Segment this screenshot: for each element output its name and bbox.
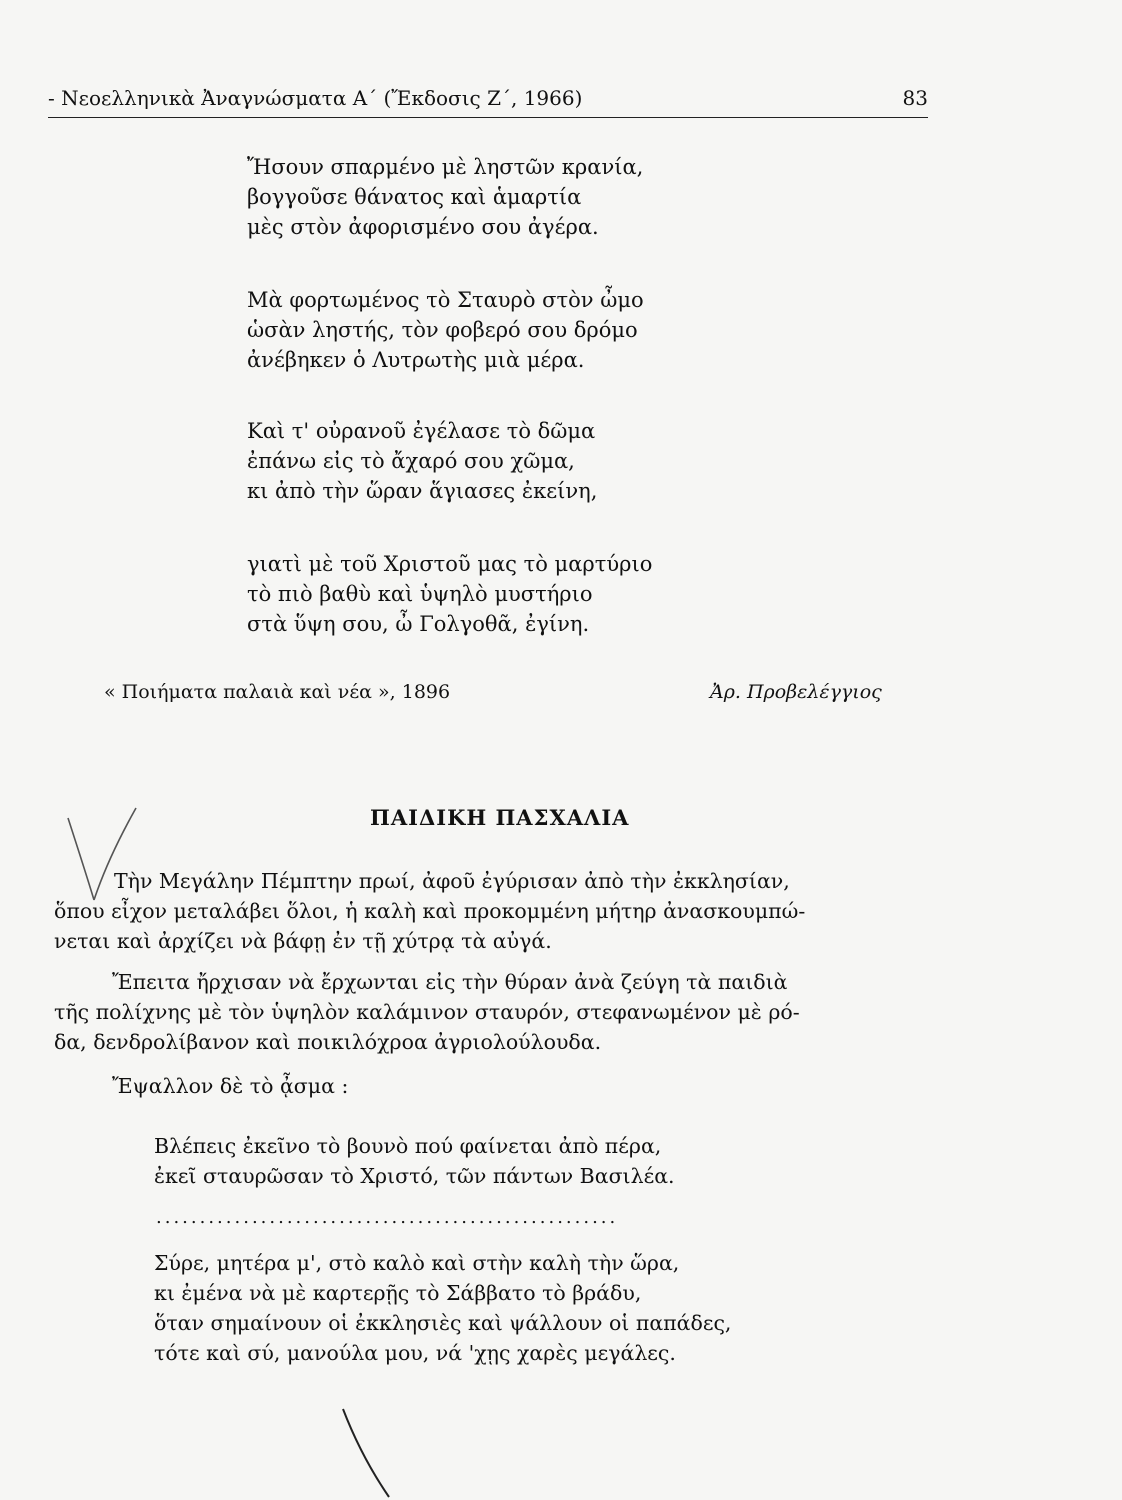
song-verse-1 [154,1131,675,1191]
prose-line: ὅπου εἶχον μεταλάβει ὅλοι, ἡ καλὴ καὶ προκομμένη μήτηρ ἀνασκουμπώ- [54,899,806,923]
song-line: Βλέπεις ἐκεῖνο τὸ βουνὸ πού φαίνεται ἀπὸ πέρα, [154,1134,662,1158]
song-line: ὅταν σημαίνουν οἱ ἐκκλησιὲς καὶ ψάλλουν οἱ παπάδες, [154,1311,732,1335]
prose-line: Ἔπειτα ἤρχισαν νὰ ἔρχωνται εἰς τὴν θύραν ἀνὰ ζεύγη τὰ παιδιὰ [112,970,788,994]
verse-line: κι ἀπὸ τὴν ὥραν ἅγιασες ἐκείνη, [247,479,598,503]
song-line: ἐκεῖ σταυρῶσαν τὸ Χριστό, τῶν πάντων Βασιλέα. [154,1164,675,1188]
poem-source: « Ποιήματα παλαιὰ καὶ νέα », 1896 [104,681,451,703]
prose-line: τῆς πολίχνης μὲ τὸν ὑψηλὸν καλάμινον σταυρόν, στεφανωμένον μὲ ρό- [54,1000,800,1024]
poem-stanza-4 [247,549,652,639]
verse-line: ἐπάνω εἰς τὸ ἄχαρό σου χῶμα, [247,449,575,473]
song-line: κι ἐμένα νὰ μὲ καρτερῇς τὸ Σάββατο τὸ βράδυ, [154,1281,642,1305]
pen-stroke-mark [335,1405,395,1500]
song-verse-2 [154,1248,731,1368]
verse-line: τὸ πιὸ βαθὺ καὶ ὑψηλὸ μυστήριο [247,582,593,606]
prose-line: δα, δενδρολίβανον καὶ ποικιλόχροα ἀγριολούλουδα. [54,1030,602,1054]
pencil-checkmark [60,800,140,910]
paragraph-1 [54,866,934,956]
verse-line: ὡσὰν ληστής, τὸν φοβερό σου δρόμο [247,318,638,342]
verse-line: ἀνέβηκεν ὁ Λυτρωτὴς μιὰ μέρα. [247,348,585,372]
poem-stanza-3 [247,416,597,506]
running-title: - Νεοελληνικὰ Ἀναγνώσματα Α΄ (Ἔκδοσις Ζ΄, 1966) [48,86,583,110]
prose-line: νεται καὶ ἀρχίζει νὰ βάφῃ ἐν τῇ χύτρᾳ τὰ αὐγά. [54,929,552,953]
page-header [48,86,928,118]
verse-line: μὲς στὸν ἀφορισμένο σου ἀγέρα. [247,215,599,239]
ellipsis-line: ..................................................... [156,1207,619,1228]
section-title: ΠΑΙΔΙΚΗ ΠΑΣΧΑΛΙΑ [370,805,630,830]
page-number: 83 [902,86,928,110]
verse-line: Μὰ φορτωμένος τὸ Σταυρὸ στὸν ὦμο [247,288,644,312]
paragraph-3: Ἔψαλλον δὲ τὸ ᾆσμα : [112,1074,349,1098]
poem-stanza-2 [247,285,644,375]
prose-line: Τὴν Μεγάλην Πέμπτην πρωί, ἀφοῦ ἐγύρισαν ἀπὸ τὴν ἐκκλησίαν, [114,869,790,893]
poem-author: Ἀρ. Προβελέγγιος [710,681,882,703]
verse-line: βογγοῦσε θάνατος καὶ ἁμαρτία [247,185,582,209]
poem-stanza-1 [247,152,643,242]
verse-line: Καὶ τ' οὐρανοῦ ἐγέλασε τὸ δῶμα [247,419,596,443]
paragraph-2 [54,967,934,1057]
verse-line: Ἤσουν σπαρμένο μὲ ληστῶν κρανία, [247,155,644,179]
verse-line: στὰ ὕψη σου, ὦ Γολγοθᾶ, ἐγίνη. [247,612,590,636]
verse-line: γιατὶ μὲ τοῦ Χριστοῦ μας τὸ μαρτύριο [247,552,653,576]
song-line: τότε καὶ σύ, μανούλα μου, νά 'χῃς χαρὲς μεγάλες. [154,1341,676,1365]
song-line: Σύρε, μητέρα μ', στὸ καλὸ καὶ στὴν καλὴ τὴν ὥρα, [154,1251,680,1275]
